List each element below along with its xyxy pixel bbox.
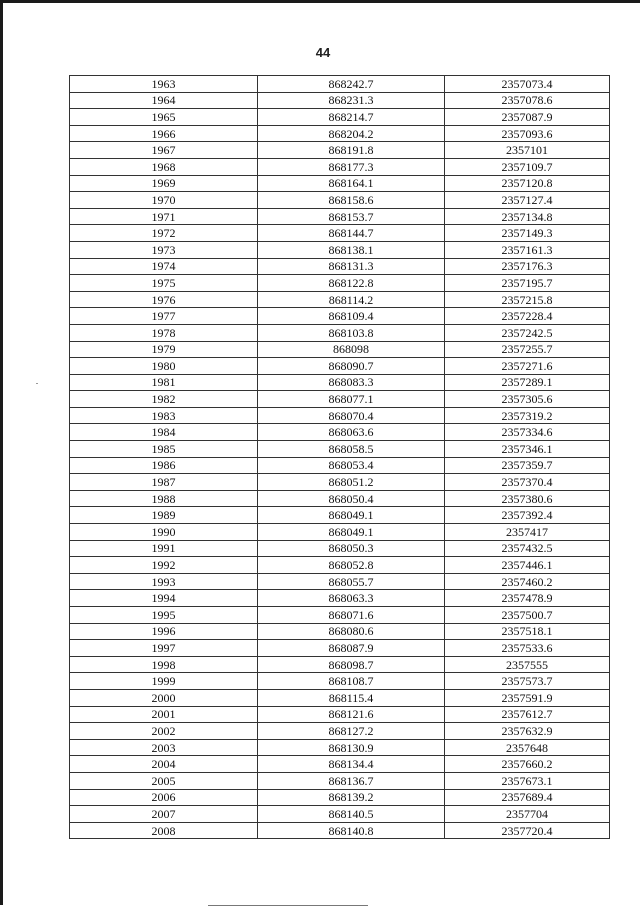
value-a-cell: 868050.3 bbox=[258, 540, 445, 557]
table-row bbox=[70, 822, 610, 839]
value-a-cell: 868164.1 bbox=[258, 175, 445, 192]
value-a-cell: 868109.4 bbox=[258, 308, 445, 325]
table-row bbox=[70, 789, 610, 806]
table-row bbox=[70, 424, 610, 441]
value-a-cell: 868153.7 bbox=[258, 208, 445, 225]
year-cell: 2003 bbox=[70, 739, 258, 756]
value-b-cell: 2357093.6 bbox=[445, 125, 610, 142]
value-b-cell: 2357305.6 bbox=[445, 391, 610, 408]
year-cell: 1992 bbox=[70, 557, 258, 574]
year-cell: 1970 bbox=[70, 192, 258, 209]
value-a-cell: 868087.9 bbox=[258, 640, 445, 657]
table-row bbox=[70, 673, 610, 690]
table-row bbox=[70, 441, 610, 458]
value-a-cell: 868214.7 bbox=[258, 109, 445, 126]
value-a-cell: 868144.7 bbox=[258, 225, 445, 242]
year-cell: 1983 bbox=[70, 407, 258, 424]
table-row bbox=[70, 76, 610, 93]
table-row bbox=[70, 175, 610, 192]
table-row bbox=[70, 358, 610, 375]
year-cell: 1987 bbox=[70, 474, 258, 491]
year-cell: 2002 bbox=[70, 723, 258, 740]
year-cell: 1999 bbox=[70, 673, 258, 690]
value-a-cell: 868140.5 bbox=[258, 806, 445, 823]
table-row bbox=[70, 192, 610, 209]
value-a-cell: 868053.4 bbox=[258, 457, 445, 474]
year-cell: 1982 bbox=[70, 391, 258, 408]
value-b-cell: 2357689.4 bbox=[445, 789, 610, 806]
year-cell: 1979 bbox=[70, 341, 258, 358]
value-b-cell: 2357346.1 bbox=[445, 441, 610, 458]
year-cell: 1993 bbox=[70, 573, 258, 590]
table-row bbox=[70, 573, 610, 590]
value-a-cell: 868050.4 bbox=[258, 490, 445, 507]
value-a-cell: 868121.6 bbox=[258, 706, 445, 723]
value-b-cell: 2357215.8 bbox=[445, 291, 610, 308]
year-cell: 1975 bbox=[70, 275, 258, 292]
value-a-cell: 868242.7 bbox=[258, 76, 445, 93]
value-b-cell: 2357533.6 bbox=[445, 640, 610, 657]
scan-speck bbox=[36, 383, 38, 384]
value-b-cell: 2357334.6 bbox=[445, 424, 610, 441]
table-row bbox=[70, 158, 610, 175]
year-cell: 1971 bbox=[70, 208, 258, 225]
table-row bbox=[70, 490, 610, 507]
value-b-cell: 2357242.5 bbox=[445, 324, 610, 341]
page-number: 44 bbox=[315, 45, 331, 60]
value-a-cell: 868070.4 bbox=[258, 407, 445, 424]
year-cell: 1972 bbox=[70, 225, 258, 242]
table-row bbox=[70, 739, 610, 756]
table-row bbox=[70, 806, 610, 823]
table-row bbox=[70, 125, 610, 142]
year-cell: 1988 bbox=[70, 490, 258, 507]
value-a-cell: 868115.4 bbox=[258, 689, 445, 706]
value-a-cell: 868108.7 bbox=[258, 673, 445, 690]
value-a-cell: 868063.6 bbox=[258, 424, 445, 441]
value-a-cell: 868071.6 bbox=[258, 607, 445, 624]
year-cell: 1986 bbox=[70, 457, 258, 474]
table-body bbox=[70, 76, 610, 839]
year-cell: 1963 bbox=[70, 76, 258, 93]
value-b-cell: 2357228.4 bbox=[445, 308, 610, 325]
year-cell: 1974 bbox=[70, 258, 258, 275]
value-b-cell: 2357120.8 bbox=[445, 175, 610, 192]
table-row bbox=[70, 407, 610, 424]
year-cell: 1998 bbox=[70, 656, 258, 673]
value-b-cell: 2357460.2 bbox=[445, 573, 610, 590]
year-cell: 1981 bbox=[70, 374, 258, 391]
value-a-cell: 868051.2 bbox=[258, 474, 445, 491]
table-row bbox=[70, 590, 610, 607]
value-a-cell: 868131.3 bbox=[258, 258, 445, 275]
value-b-cell: 2357673.1 bbox=[445, 772, 610, 789]
value-a-cell: 868083.3 bbox=[258, 374, 445, 391]
value-a-cell: 868134.4 bbox=[258, 756, 445, 773]
value-b-cell: 2357632.9 bbox=[445, 723, 610, 740]
value-b-cell: 2357319.2 bbox=[445, 407, 610, 424]
value-a-cell: 868114.2 bbox=[258, 291, 445, 308]
table-row bbox=[70, 474, 610, 491]
table-row bbox=[70, 275, 610, 292]
table-row bbox=[70, 225, 610, 242]
table-row bbox=[70, 640, 610, 657]
table-row bbox=[70, 772, 610, 789]
table-row bbox=[70, 241, 610, 258]
year-cell: 1973 bbox=[70, 241, 258, 258]
value-b-cell: 2357555 bbox=[445, 656, 610, 673]
value-a-cell: 868127.2 bbox=[258, 723, 445, 740]
table-row bbox=[70, 607, 610, 624]
data-table bbox=[69, 75, 610, 839]
value-a-cell: 868098 bbox=[258, 341, 445, 358]
value-b-cell: 2357591.9 bbox=[445, 689, 610, 706]
value-b-cell: 2357195.7 bbox=[445, 275, 610, 292]
value-a-cell: 868103.8 bbox=[258, 324, 445, 341]
table-row bbox=[70, 324, 610, 341]
value-b-cell: 2357704 bbox=[445, 806, 610, 823]
value-a-cell: 868139.2 bbox=[258, 789, 445, 806]
value-b-cell: 2357612.7 bbox=[445, 706, 610, 723]
value-b-cell: 2357289.1 bbox=[445, 374, 610, 391]
year-cell: 2004 bbox=[70, 756, 258, 773]
value-b-cell: 2357432.5 bbox=[445, 540, 610, 557]
value-a-cell: 868191.8 bbox=[258, 142, 445, 159]
year-cell: 1995 bbox=[70, 607, 258, 624]
year-cell: 1997 bbox=[70, 640, 258, 657]
year-cell: 1990 bbox=[70, 524, 258, 541]
year-cell: 1968 bbox=[70, 158, 258, 175]
table-row bbox=[70, 524, 610, 541]
value-a-cell: 868077.1 bbox=[258, 391, 445, 408]
year-cell: 1989 bbox=[70, 507, 258, 524]
value-b-cell: 2357370.4 bbox=[445, 474, 610, 491]
year-cell: 1976 bbox=[70, 291, 258, 308]
value-a-cell: 868055.7 bbox=[258, 573, 445, 590]
year-cell: 1991 bbox=[70, 540, 258, 557]
year-cell: 1965 bbox=[70, 109, 258, 126]
value-b-cell: 2357720.4 bbox=[445, 822, 610, 839]
value-a-cell: 868098.7 bbox=[258, 656, 445, 673]
value-b-cell: 2357255.7 bbox=[445, 341, 610, 358]
table-row bbox=[70, 109, 610, 126]
value-a-cell: 868049.1 bbox=[258, 507, 445, 524]
year-cell: 1964 bbox=[70, 92, 258, 109]
value-a-cell: 868063.3 bbox=[258, 590, 445, 607]
table-row bbox=[70, 689, 610, 706]
year-cell: 1967 bbox=[70, 142, 258, 159]
value-b-cell: 2357176.3 bbox=[445, 258, 610, 275]
table-row bbox=[70, 391, 610, 408]
value-a-cell: 868058.5 bbox=[258, 441, 445, 458]
value-b-cell: 2357134.8 bbox=[445, 208, 610, 225]
value-b-cell: 2357073.4 bbox=[445, 76, 610, 93]
value-a-cell: 868136.7 bbox=[258, 772, 445, 789]
value-a-cell: 868158.6 bbox=[258, 192, 445, 209]
year-cell: 1985 bbox=[70, 441, 258, 458]
value-b-cell: 2357648 bbox=[445, 739, 610, 756]
year-cell: 2005 bbox=[70, 772, 258, 789]
table-row bbox=[70, 656, 610, 673]
year-cell: 1994 bbox=[70, 590, 258, 607]
value-a-cell: 868090.7 bbox=[258, 358, 445, 375]
value-b-cell: 2357380.6 bbox=[445, 490, 610, 507]
value-a-cell: 868122.8 bbox=[258, 275, 445, 292]
value-a-cell: 868231.3 bbox=[258, 92, 445, 109]
table-row bbox=[70, 557, 610, 574]
table-row bbox=[70, 308, 610, 325]
table-row bbox=[70, 507, 610, 524]
value-b-cell: 2357518.1 bbox=[445, 623, 610, 640]
value-b-cell: 2357101 bbox=[445, 142, 610, 159]
year-cell: 1966 bbox=[70, 125, 258, 142]
table-row bbox=[70, 92, 610, 109]
value-b-cell: 2357573.7 bbox=[445, 673, 610, 690]
table-row bbox=[70, 258, 610, 275]
value-b-cell: 2357161.3 bbox=[445, 241, 610, 258]
value-b-cell: 2357392.4 bbox=[445, 507, 610, 524]
value-b-cell: 2357478.9 bbox=[445, 590, 610, 607]
value-b-cell: 2357500.7 bbox=[445, 607, 610, 624]
year-cell: 1978 bbox=[70, 324, 258, 341]
table-row bbox=[70, 723, 610, 740]
value-a-cell: 868080.6 bbox=[258, 623, 445, 640]
value-b-cell: 2357359.7 bbox=[445, 457, 610, 474]
value-b-cell: 2357078.6 bbox=[445, 92, 610, 109]
value-b-cell: 2357446.1 bbox=[445, 557, 610, 574]
value-b-cell: 2357127.4 bbox=[445, 192, 610, 209]
value-b-cell: 2357271.6 bbox=[445, 358, 610, 375]
year-cell: 1980 bbox=[70, 358, 258, 375]
value-a-cell: 868204.2 bbox=[258, 125, 445, 142]
value-a-cell: 868052.8 bbox=[258, 557, 445, 574]
table-row bbox=[70, 208, 610, 225]
year-cell: 1977 bbox=[70, 308, 258, 325]
year-cell: 2001 bbox=[70, 706, 258, 723]
year-cell: 2008 bbox=[70, 822, 258, 839]
year-cell: 1969 bbox=[70, 175, 258, 192]
table-row bbox=[70, 291, 610, 308]
year-cell: 1996 bbox=[70, 623, 258, 640]
year-cell: 1984 bbox=[70, 424, 258, 441]
table-row bbox=[70, 457, 610, 474]
value-b-cell: 2357087.9 bbox=[445, 109, 610, 126]
value-a-cell: 868130.9 bbox=[258, 739, 445, 756]
value-b-cell: 2357149.3 bbox=[445, 225, 610, 242]
value-b-cell: 2357417 bbox=[445, 524, 610, 541]
value-a-cell: 868138.1 bbox=[258, 241, 445, 258]
table-row bbox=[70, 374, 610, 391]
year-cell: 2006 bbox=[70, 789, 258, 806]
value-a-cell: 868177.3 bbox=[258, 158, 445, 175]
table-row bbox=[70, 540, 610, 557]
value-b-cell: 2357109.7 bbox=[445, 158, 610, 175]
table-row bbox=[70, 142, 610, 159]
table-row bbox=[70, 706, 610, 723]
value-a-cell: 868140.8 bbox=[258, 822, 445, 839]
value-a-cell: 868049.1 bbox=[258, 524, 445, 541]
table-row bbox=[70, 341, 610, 358]
value-b-cell: 2357660.2 bbox=[445, 756, 610, 773]
table-row bbox=[70, 756, 610, 773]
year-cell: 2007 bbox=[70, 806, 258, 823]
year-cell: 2000 bbox=[70, 689, 258, 706]
table-row bbox=[70, 623, 610, 640]
